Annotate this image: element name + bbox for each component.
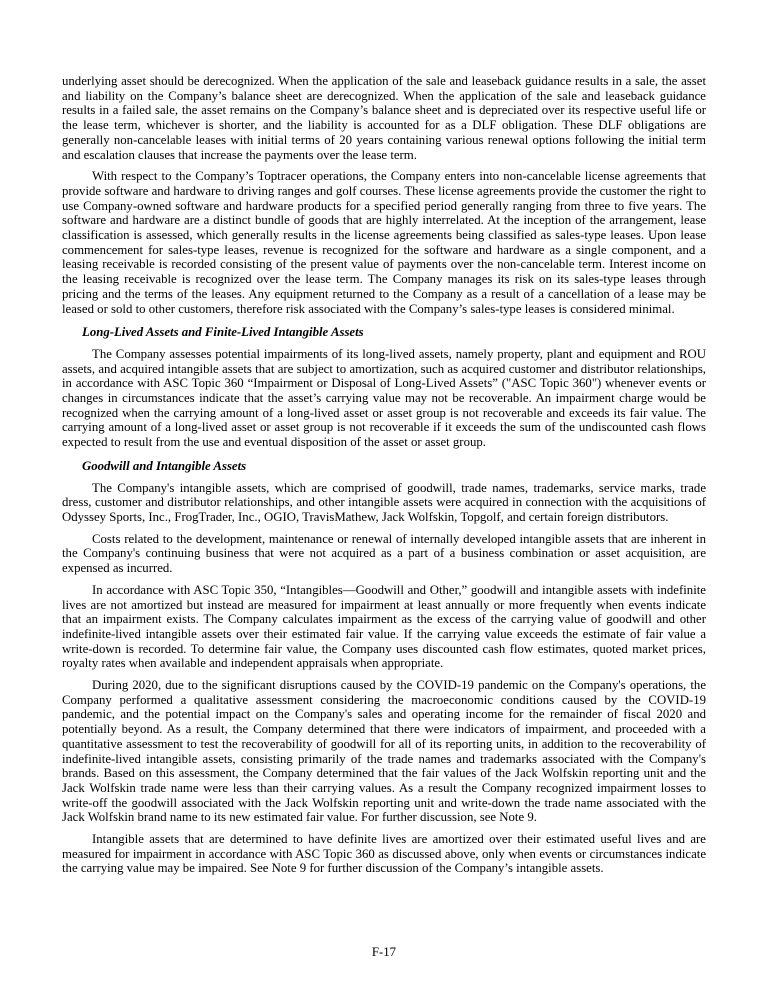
paragraph-internally-developed-costs: Costs related to the development, maintenance or renewal of internally developed intangible assets that are inherent in the Company's continuing business that were not acquired as a part of a business combination or asset acquisition, are expensed as incurred. — [62, 531, 706, 576]
page-body-text — [62, 74, 706, 883]
heading-long-lived-assets: Long-Lived Assets and Finite-Lived Intangible Assets — [82, 325, 364, 340]
paragraph-toptracer-license-agreements: With respect to the Company’s Toptracer operations, the Company enters into non-cancelable license agreements that provide software and hardware to driving ranges and golf courses. These license agreements provide the customer the right to use Company-owned software and hardware products for a specified period generally ranging from three to five years. The software and hardware are a distinct bundle of goods that are highly interrelated. At the inception of the arrangement, lease classification is assessed, which generally results in the license agreements being classified as sales-type leases. Upon lease commencement for sales-type leases, revenue is recognized for the software and hardware as a single component, and a leasing receivable is recorded consisting of the present value of payments over the non-cancelable term. Interest income on the leasing receivable is recognized over the lease term. The Company manages its risk on its sales-type leases through pricing and the terms of the leases. Any equipment returned to the Company as a result of a cancellation of a lease may be leased or sold to other customers, therefore risk associated with the Company’s sales-type leases is considered minimal. — [62, 169, 706, 316]
paragraph-intangible-assets-composition: The Company's intangible assets, which are comprised of goodwill, trade names, trademarks, service marks, trade dress, customer and distributor relationships, and other intangible assets were acquired in connection with the acquisitions of Odyssey Sports, Inc., FrogTrader, Inc., OGIO, TravisMathew, Jack Wolfskin, Topgolf, and certain foreign distributors. — [62, 480, 706, 524]
paragraph-covid-19-impairment-assessment: During 2020, due to the significant disruptions caused by the COVID-19 pandemic on the Company's operations, the Company performed a qualitative assessment considering the macroeconomic conditions caused by the COVID-19 pandemic, and the potential impact on the Company's sales and operating income for the remainder of fiscal 2020 and potentially beyond. As a result, the Company determined that there were indicators of impairment, and proceeded with a quantitative assessment to test the recoverability of goodwill for all of its reporting units, in addition to the recoverability of indefinite-lived intangible assets, consisting primarily of the trade names and trademarks associated with the Company's brands. Based on this assessment, the Company determined that the fair values of the Jack Wolfskin reporting unit and the Jack Wolfskin trade name were less than their carrying values. As a result the Company recognized impairment losses to write-off the goodwill associated with the Jack Wolfskin reporting unit and write-down the trade name associated with the Jack Wolfskin brand name to its new estimated fair value. For further discussion, see Note 9. — [62, 678, 706, 825]
page-number: F-17 — [371, 945, 397, 959]
heading-goodwill-intangible-assets: Goodwill and Intangible Assets — [82, 458, 247, 473]
paragraph-asc-350-impairment: In accordance with ASC Topic 350, “Intangibles—Goodwill and Other,” goodwill and intangible assets with indefinite lives are not amortized but instead are measured for impairment at least annually or more frequently when events indicate that an impairment exists. The Company calculates impairment as the excess of the carrying value of goodwill and other indefinite-lived intangible assets over their estimated fair value. If the carrying value exceeds the estimate of fair value a write-down is recorded. To determine fair value, the Company uses discounted cash flow estimates, quoted market prices, royalty rates when available and independent appraisals when appropriate. — [62, 582, 706, 671]
paragraph-sale-leaseback-continuation: underlying asset should be derecognized. When the application of the sale and leaseback guidance results in a sale, the asset and liability on the Company’s balance sheet are derecognized. When the application of the sale and leaseback guidance results in a failed sale, the asset remains on the Company’s balance sheet and is depreciated over its respective useful life or the lease term, whichever is shorter, and the liability is accounted for as a DLF obligation. These DLF obligations are generally non-cancelable leases with initial terms of 20 years containing various renewal options following the initial term and escalation clauses that increase the payments over the lease term. — [62, 74, 706, 162]
paragraph-long-lived-impairment: The Company assesses potential impairments of its long-lived assets, namely property, plant and equipment and ROU assets, and acquired intangible assets that are subject to amortization, such as acquired customer and distributor relationships, in accordance with ASC Topic 360 “Impairment or Disposal of Long-Lived Assets” ("ASC Topic 360") whenever events or changes in circumstances indicate that the asset’s carrying value may not be recoverable. An impairment charge would be recognized when the carrying amount of a long-lived asset or asset group is not recoverable and exceeds its fair value. The carrying amount of a long-lived asset or asset group is not recoverable if it exceeds the sum of the undiscounted cash flows expected to result from the use and eventual disposition of the asset or asset group. — [62, 346, 706, 450]
paragraph-definite-lived-amortization: Intangible assets that are determined to have definite lives are amortized over their estimated useful lives and are measured for impairment in accordance with ASC Topic 360 as discussed above, only when events or circumstances indicate the carrying value may be impaired. See Note 9 for further discussion of the Company’s intangible assets. — [62, 832, 706, 876]
